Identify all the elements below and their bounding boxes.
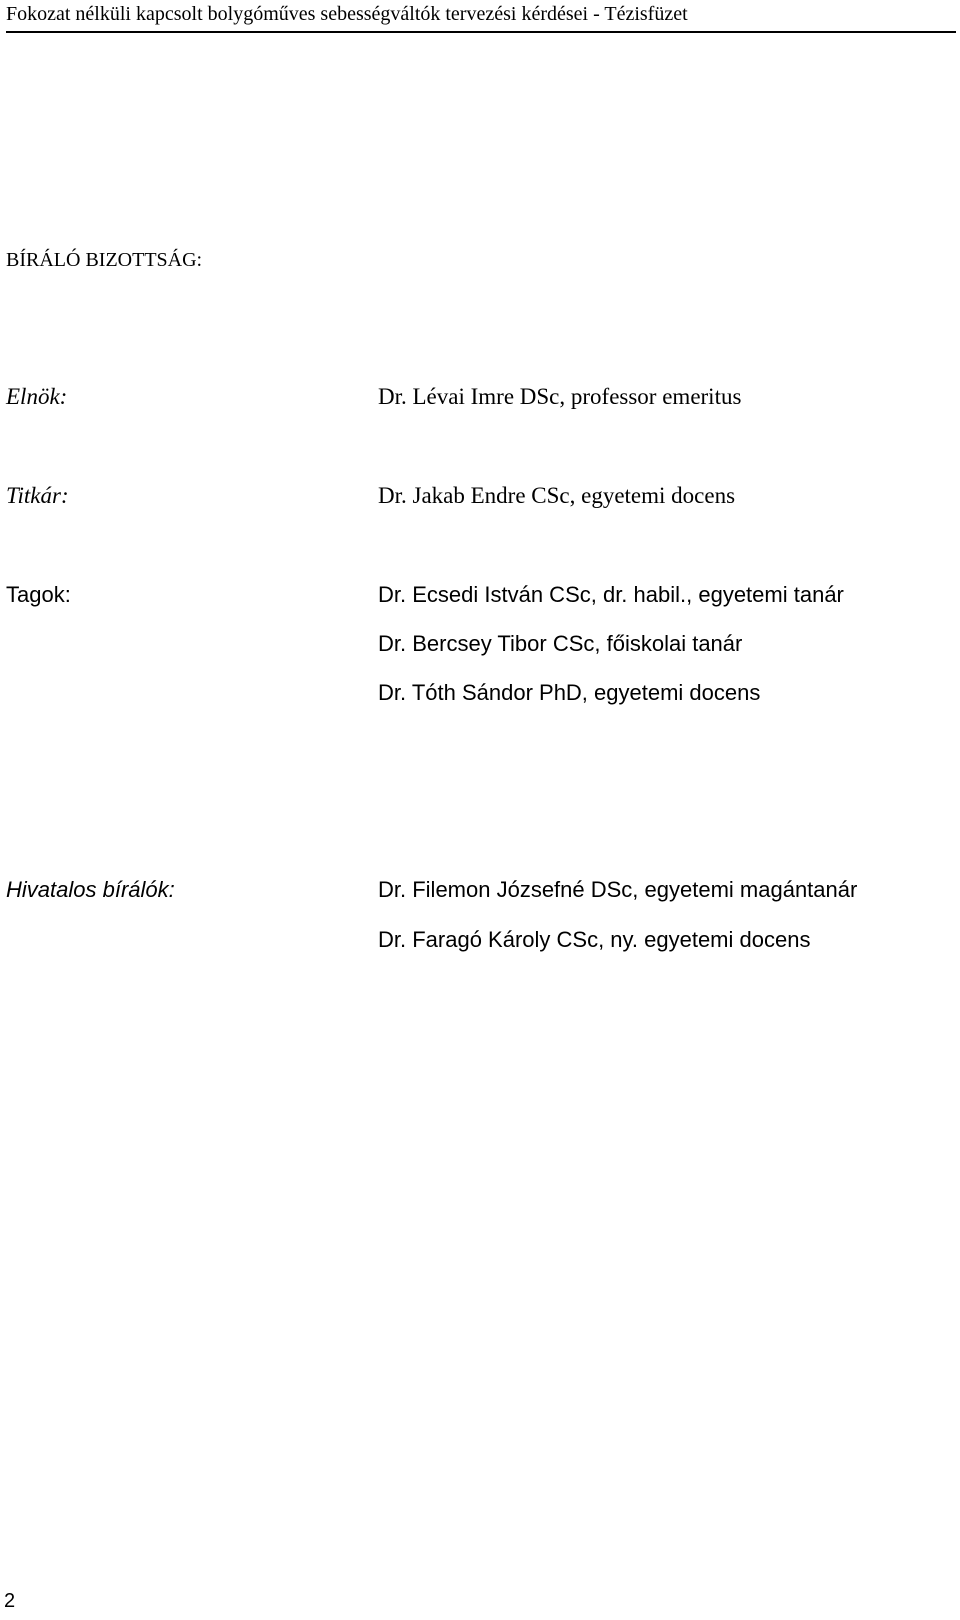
committee-heading: BÍRÁLÓ BIZOTTSÁG: (6, 249, 203, 271)
reviewer-name: Dr. Faragó Károly CSc, ny. egyetemi docens (378, 927, 811, 952)
secretary-name: Dr. Jakab Endre CSc, egyetemi docens (378, 483, 736, 508)
page-number: 2 (4, 1590, 16, 1612)
member-name: Dr. Ecsedi István CSc, dr. habil., egyetemi tanár (378, 582, 844, 607)
reviewers-label: Hivatalos bírálók: (6, 877, 175, 902)
reviewer-name: Dr. Filemon Józsefné DSc, egyetemi magántanár (378, 877, 858, 902)
secretary-label: Titkár: (6, 483, 69, 508)
member-name: Dr. Bercsey Tibor CSc, főiskolai tanár (378, 631, 743, 656)
member-name: Dr. Tóth Sándor PhD, egyetemi docens (378, 680, 761, 705)
chair-label: Elnök: (6, 384, 68, 409)
members-label: Tagok: (6, 582, 71, 607)
running-header: Fokozat nélküli kapcsolt bolygóműves sebességváltók tervezési kérdései - Tézisfüzet (6, 1, 956, 33)
chair-name: Dr. Lévai Imre DSc, professor emeritus (378, 384, 742, 409)
